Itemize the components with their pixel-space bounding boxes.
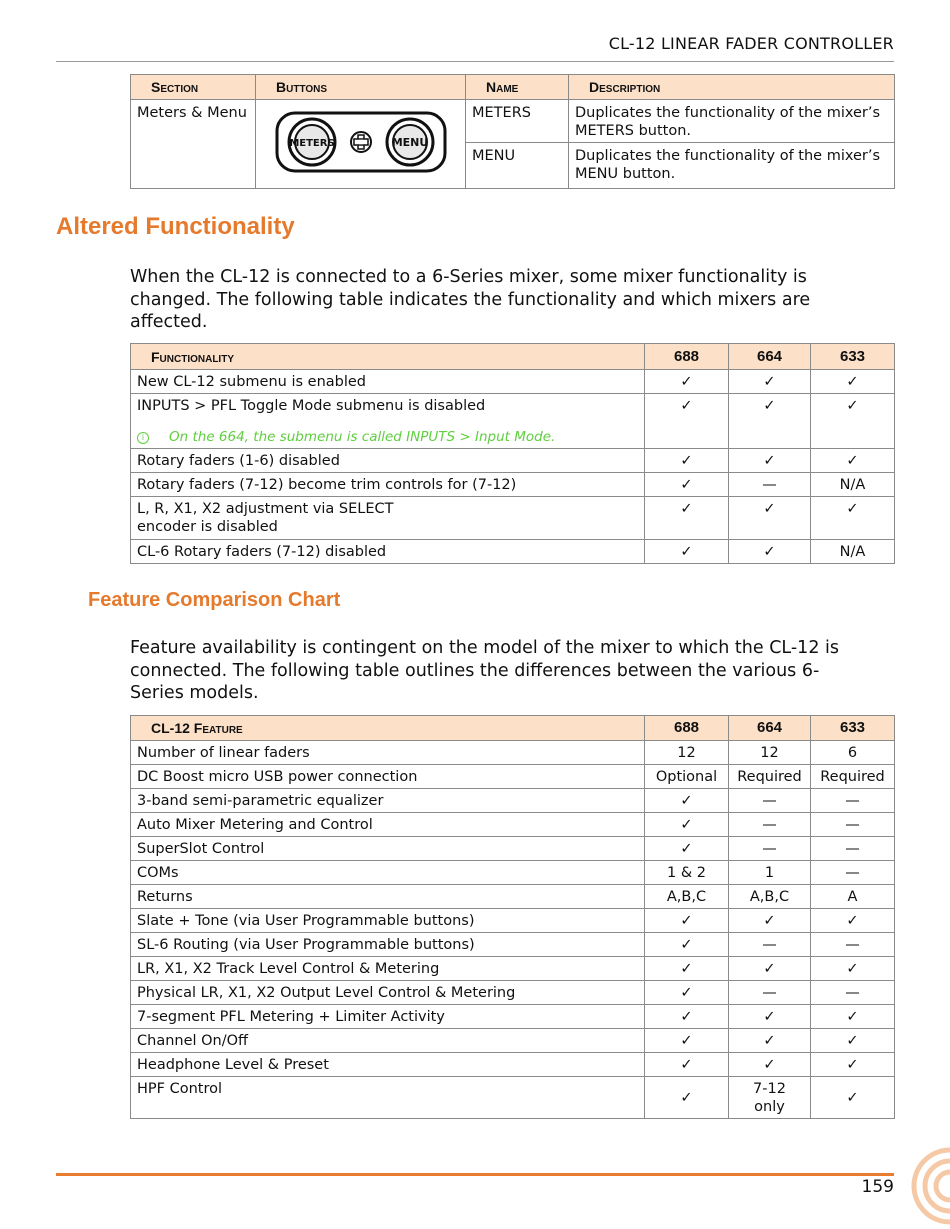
feature-label: Auto Mixer Metering and Control [131,813,645,837]
table-row [131,933,895,957]
column-header: 688 [645,716,729,741]
value-688: 12 [645,741,729,765]
value-633: ✓ [811,497,895,540]
value-633: — [811,837,895,861]
feature-label: COMs [131,861,645,885]
table-row [131,1029,895,1053]
value-688: ✓ [645,981,729,1005]
table-row [131,765,895,789]
feature-label: HPF Control [131,1077,645,1119]
value-664: — [729,813,811,837]
value-688: ✓ [645,1077,729,1119]
table-row [131,741,895,765]
name-cell: MENU [466,143,569,189]
description-cell: Duplicates the functionality of the mixer’s MENU button. [569,143,895,189]
value-688: ✓ [645,933,729,957]
buttons-illustration-cell [256,100,466,189]
value-664: ✓ [729,497,811,540]
value-664: 1 [729,861,811,885]
value-664: — [729,837,811,861]
value-633: — [811,861,895,885]
feature-label: 7-segment PFL Metering + Limiter Activity [131,1005,645,1029]
value-688: ✓ [645,1053,729,1077]
feature-comparison-heading: Feature Comparison Chart [88,589,341,611]
value-633: — [811,789,895,813]
table-header-row [131,75,895,100]
value-688: ✓ [645,473,729,497]
feature-label: Slate + Tone (via User Programmable buttons) [131,909,645,933]
value-664: ✓ [729,370,811,394]
value-664: — [729,933,811,957]
value-664: ✓ [729,957,811,981]
table-row [131,789,895,813]
feature-label: New CL-12 submenu is enabled [131,370,645,394]
value-633: ✓ [811,957,895,981]
feature-label: Physical LR, X1, X2 Output Level Control & Metering [131,981,645,1005]
value-664: ✓ [729,394,811,449]
value-688: ✓ [645,394,729,449]
header-divider [56,61,894,62]
menu-button-icon [387,119,433,165]
table-row [131,394,895,449]
value-688: ✓ [645,909,729,933]
value-688: ✓ [645,1005,729,1029]
feature-label-cell [131,394,645,449]
feature-label: L, R, X1, X2 adjustment via SELECT encoder is disabled [131,497,645,540]
table-row [131,473,895,497]
column-header: 633 [811,344,895,370]
value-633: — [811,981,895,1005]
altered-intro-paragraph: When the CL-12 is connected to a 6-Series mixer, some mixer functionality is changed. The following table indicates the functionality and which mixers are affected. [130,267,811,332]
value-664: — [729,473,811,497]
section-buttons-table [130,74,895,189]
altered-functionality-table [130,343,895,564]
column-header: 664 [729,716,811,741]
value-633: Required [811,765,895,789]
value-633: 6 [811,741,895,765]
value-688: ✓ [645,497,729,540]
table-header-row [131,344,895,370]
value-633: ✓ [811,1005,895,1029]
table-row [131,909,895,933]
column-header: Description [569,75,895,100]
feature-label: Number of linear faders [131,741,645,765]
value-664: ✓ [729,449,811,473]
value-664: A,B,C [729,885,811,909]
value-688: ✓ [645,813,729,837]
value-688: A,B,C [645,885,729,909]
value-688: ✓ [645,540,729,564]
column-header: Buttons [256,75,466,100]
name-cell: METERS [466,100,569,143]
feature-label: Returns [131,885,645,909]
value-664: Required [729,765,811,789]
value-688: ✓ [645,370,729,394]
description-cell: Duplicates the functionality of the mixer’s METERS button. [569,100,895,143]
table-row [131,837,895,861]
value-664: 7-12 only [729,1077,811,1119]
column-header: Section [131,75,256,100]
column-header: 633 [811,716,895,741]
column-header: Name [466,75,569,100]
table-row [131,813,895,837]
table-row [131,1053,895,1077]
table-row [131,1005,895,1029]
value-633: ✓ [811,449,895,473]
value-688: ✓ [645,1029,729,1053]
value-688: Optional [645,765,729,789]
table-row [131,957,895,981]
value-688: ✓ [645,957,729,981]
table-row [131,370,895,394]
brand-logo-watermark [890,1143,950,1229]
table-row [131,497,895,540]
value-664: ✓ [729,540,811,564]
value-633: A [811,885,895,909]
table-row [131,540,895,564]
value-664: ✓ [729,1053,811,1077]
feature-label: SuperSlot Control [131,837,645,861]
value-633: — [811,933,895,957]
value-688: ✓ [645,789,729,813]
table-row [131,100,895,143]
feature-label: Channel On/Off [131,1029,645,1053]
value-664: ✓ [729,909,811,933]
plus-icon [351,132,371,152]
value-664: ✓ [729,1029,811,1053]
value-688: 1 & 2 [645,861,729,885]
feature-label: 3-band semi-parametric equalizer [131,789,645,813]
comparison-intro-paragraph: Feature availability is contingent on the model of the mixer to which the CL-12 is connected. The following table outlines the differences between the various 6-Series models. [130,638,839,703]
feature-label: Rotary faders (7-12) become trim controls for (7-12) [131,473,645,497]
value-688: ✓ [645,837,729,861]
column-header: 664 [729,344,811,370]
meters-button-label: METERS [288,137,335,149]
feature-comparison-table [130,715,895,1119]
note-text: On the 664, the submenu is called INPUTS > Input Mode. [169,429,556,445]
value-664: 12 [729,741,811,765]
column-header: CL-12 Feature [131,716,645,741]
value-633: ✓ [811,1053,895,1077]
column-header: Functionality [131,344,645,370]
value-633: ✓ [811,1029,895,1053]
feature-label: DC Boost micro USB power connection [131,765,645,789]
table-row [131,1077,895,1119]
column-header: 688 [645,344,729,370]
value-633: N/A [811,540,895,564]
feature-label: INPUTS > PFL Toggle Mode submenu is disabled [137,398,486,414]
page-number: 159 [861,1177,894,1197]
value-664: ✓ [729,1005,811,1029]
value-664: — [729,789,811,813]
info-icon: i [137,432,149,444]
feature-label: CL-6 Rotary faders (7-12) disabled [131,540,645,564]
feature-label: SL-6 Routing (via User Programmable buttons) [131,933,645,957]
feature-label: Rotary faders (1-6) disabled [131,449,645,473]
table-row [131,981,895,1005]
value-664: — [729,981,811,1005]
feature-label: Headphone Level & Preset [131,1053,645,1077]
value-633: ✓ [811,394,895,449]
table-header-row [131,716,895,741]
value-688: ✓ [645,449,729,473]
value-633: — [811,813,895,837]
meters-menu-buttons-illustration [275,109,447,175]
feature-label: LR, X1, X2 Track Level Control & Metering [131,957,645,981]
page-header-title: CL-12 LINEAR FADER CONTROLLER [608,34,894,53]
menu-button-label: MENU [391,135,428,149]
value-633: ✓ [811,370,895,394]
value-633: N/A [811,473,895,497]
table-row [131,861,895,885]
altered-functionality-heading: Altered Functionality [56,213,295,240]
meters-button-icon [289,119,335,165]
note-line [137,428,638,446]
section-cell: Meters & Menu [131,100,256,189]
table-row [131,449,895,473]
table-row [131,885,895,909]
value-633: ✓ [811,1077,895,1119]
footer-divider [56,1173,894,1176]
value-633: ✓ [811,909,895,933]
